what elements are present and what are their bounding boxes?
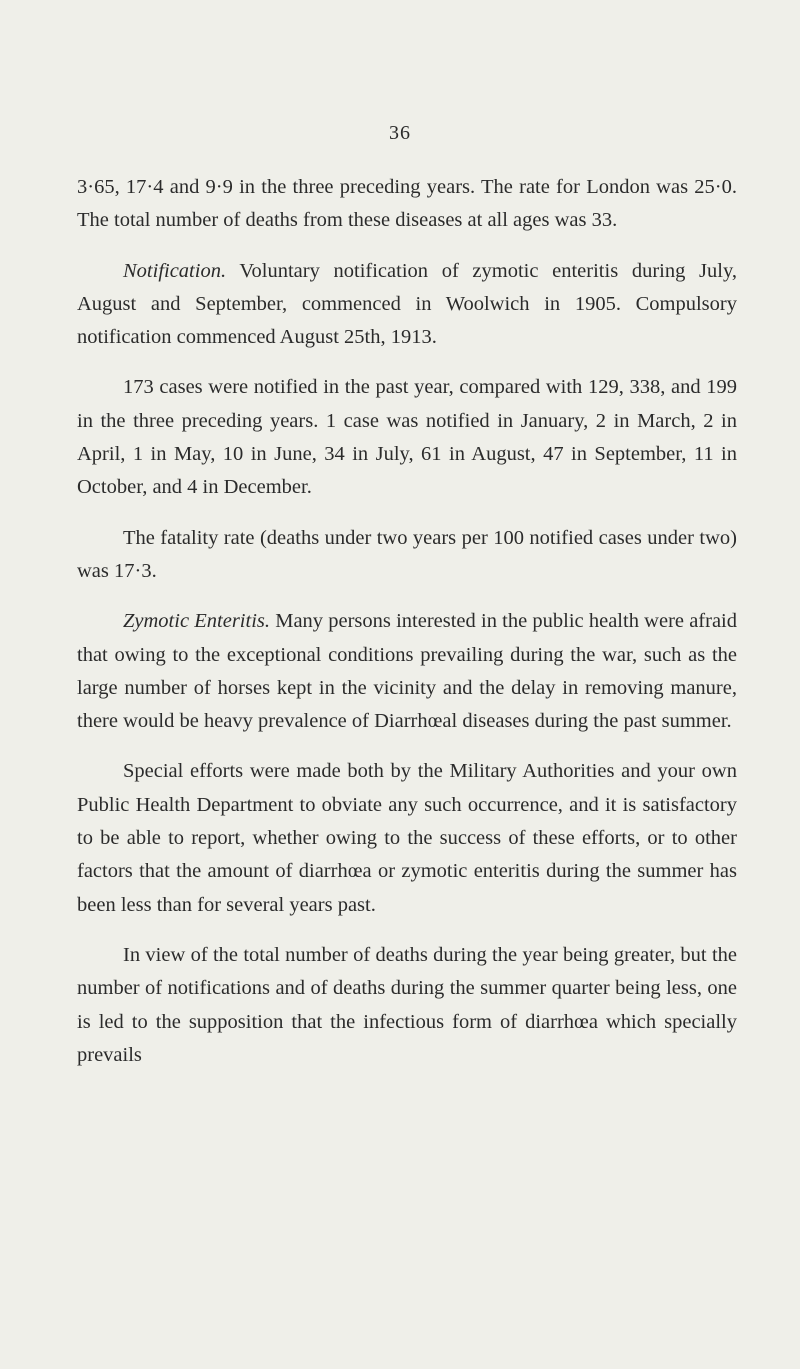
paragraph-zymotic-enteritis [77, 605, 737, 738]
paragraph-text: Voluntary notification of zymotic enteritis during July, August and September, commenced in Woolwich in 1905. Compulsory notification commenced August 25th, 1913. [77, 259, 737, 349]
paragraph-text: Special efforts were made both by the Military Authorities and your own Public Health Department to obviate any such occurrence, and it is satisfactory to be able to report, whether owing to the success of these efforts, or to other factors that the amount of diarrhœa or zymotic enteritis during the summer has been less than for several years past. [77, 760, 737, 916]
page-number: 36 [389, 122, 411, 144]
paragraph-text: The fatality rate (deaths under two years per 100 notified cases under two) was 17·3. [77, 526, 737, 582]
paragraph-notification [77, 255, 737, 355]
paragraph-lead-zymotic-enteritis: Zymotic Enteritis. [123, 610, 270, 633]
paragraph-text: Many persons interested in the public health were afraid that owing to the exceptional conditions prevailing during the war, such as the large number of horses kept in the vicinity and the delay in removing manure, there would be heavy prevalence of Diarrhœal diseases during the past summer. [77, 610, 738, 733]
paragraph-fatality-rate [77, 522, 737, 589]
paragraph-text: In view of the total number of deaths during the year being greater, but the number of notifications and of deaths during the summer quarter being less, one is led to the supposition that the infectious form of diarrhœa which specially prevails [77, 943, 737, 1066]
body-text [77, 171, 737, 1089]
paragraph-text: 3·65, 17·4 and 9·9 in the three preceding years. The rate for London was 25·0. The total number of deaths from these diseases at all ages was 33. [77, 176, 737, 232]
paragraph-lead-notification: Notification. [123, 259, 227, 282]
paragraph-special-efforts [77, 755, 737, 921]
paragraph-continued-rates [77, 171, 737, 238]
paragraph-text: 173 cases were notified in the past year, compared with 129, 338, and 199 in the three preceding years. 1 case was notified in January, 2 in March, 2 in April, 1 in May, 10 in June, 34 in July, 61 in August, 47 in September, 11 in October, and 4 in December. [77, 376, 737, 499]
paragraph-cases-notified [77, 371, 737, 504]
paragraph-total-deaths [77, 939, 737, 1072]
